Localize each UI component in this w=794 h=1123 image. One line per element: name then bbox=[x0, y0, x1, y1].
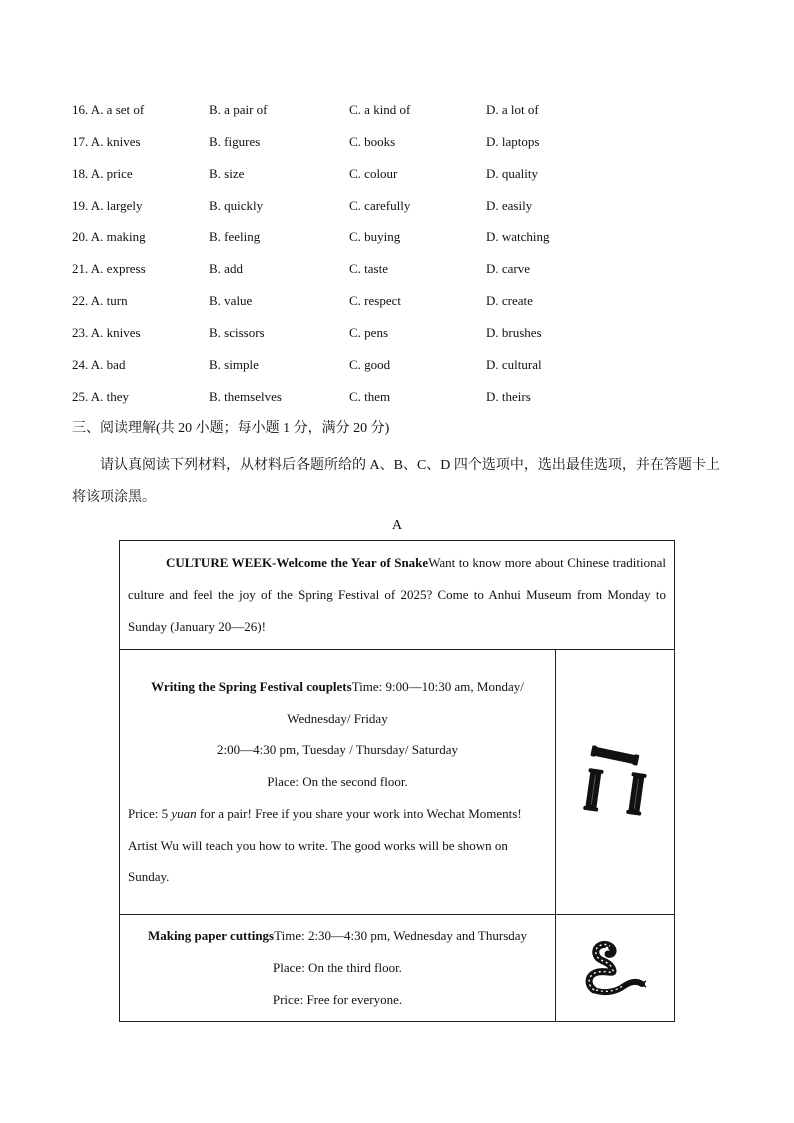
couplets-place: Place: On the second floor. bbox=[267, 774, 408, 790]
option-a: 22. A. turn bbox=[72, 293, 128, 309]
option-b: B. feeling bbox=[209, 229, 261, 245]
option-b: B. scissors bbox=[209, 324, 265, 340]
activity-couplets bbox=[120, 650, 556, 915]
section-title: 三、阅读理解(共 20 小题；每小题 1 分，满分 20 分) bbox=[72, 421, 390, 436]
option-a: 21. A. express bbox=[72, 261, 146, 277]
paper-cutting-place: Place: On the third floor. bbox=[273, 960, 402, 976]
passage-letter: A bbox=[391, 518, 403, 533]
option-b: B. quickly bbox=[209, 197, 264, 213]
option-c: C. them bbox=[349, 388, 391, 404]
couplets-time2: 2:00—4:30 pm, Tuesday / Thursday/ Saturday bbox=[217, 742, 458, 758]
option-d: D. cultural bbox=[486, 356, 542, 372]
couplets-title-line bbox=[128, 671, 547, 735]
option-c: C. books bbox=[349, 133, 396, 149]
couplets-price: Price: 5 yuan for a pair! Free if you share your work into Wechat Moments! bbox=[128, 805, 522, 821]
option-b: B. a pair of bbox=[209, 102, 268, 117]
option-b: B. value bbox=[209, 293, 253, 309]
paper-cutting-title: Making paper cuttings bbox=[147, 928, 275, 944]
option-c: C. respect bbox=[349, 293, 401, 309]
paper-cutting-title-line bbox=[128, 920, 547, 952]
option-d: D. carve bbox=[486, 261, 531, 277]
notice-intro bbox=[120, 541, 675, 650]
option-a: 24. A. bad bbox=[72, 356, 126, 372]
option-a: 17. A. knives bbox=[72, 133, 141, 149]
couplets-time1: Time: 9:00—10:30 am, Monday/ Wednesday/ Friday bbox=[287, 678, 524, 726]
currency-unit: yuan bbox=[171, 805, 197, 821]
option-a: 23. A. knives bbox=[72, 324, 141, 340]
option-c: C. buying bbox=[349, 229, 401, 245]
activity-paper-cutting bbox=[120, 915, 556, 1022]
option-c: C. carefully bbox=[349, 197, 411, 213]
couplets-title: Writing the Spring Festival couplets bbox=[151, 678, 352, 694]
culture-week-notice bbox=[119, 540, 675, 1022]
notice-intro-text: Want to know more about Chinese traditional culture and feel the joy of the Spring Festival of 2025? Come to Anhui Museum from Monday to Sunday (January 20—26)! bbox=[128, 555, 667, 634]
option-d: D. watching bbox=[486, 229, 550, 245]
option-a: 18. A. price bbox=[72, 165, 133, 181]
option-a: 19. A. largely bbox=[72, 197, 143, 213]
option-d: D. theirs bbox=[486, 388, 531, 404]
option-d: D. a lot of bbox=[486, 102, 539, 117]
option-d: D. quality bbox=[486, 165, 538, 181]
couplets-teacher: Artist Wu will teach you how to write. The good works will be shown on Sunday. bbox=[128, 837, 508, 885]
option-a: 25. A. they bbox=[72, 388, 130, 404]
notice-heading: CULTURE WEEK-Welcome the Year of Snake bbox=[166, 555, 429, 570]
option-a: 20. A. making bbox=[72, 229, 146, 245]
couplets-image-cell bbox=[556, 650, 675, 915]
option-d: D. laptops bbox=[486, 133, 540, 149]
option-c: C. pens bbox=[349, 324, 388, 340]
paper-cutting-image-cell bbox=[556, 915, 675, 1022]
option-c: C. good bbox=[349, 356, 391, 372]
option-b: B. themselves bbox=[209, 388, 282, 404]
option-b: B. figures bbox=[209, 133, 261, 149]
option-d: D. brushes bbox=[486, 324, 542, 340]
option-a: 16. A. a set of bbox=[72, 102, 145, 117]
option-c: C. taste bbox=[349, 261, 388, 277]
option-b: B. size bbox=[209, 165, 245, 181]
paper-cutting-price: Price: Free for everyone. bbox=[272, 991, 403, 1007]
option-d: D. easily bbox=[486, 197, 533, 213]
paper-cutting-time: Time: 2:30—4:30 pm, Wednesday and Thursday bbox=[274, 928, 528, 944]
option-b: B. simple bbox=[209, 356, 259, 372]
option-c: C. colour bbox=[349, 165, 398, 181]
snake-paper-cutting-icon bbox=[582, 940, 648, 996]
section-instruction: 请认真阅读下列材料，从材料后各题所给的 A、B、C、D 四个选项中，选出最佳选项，并在答题卡上将该项涂黑。 bbox=[72, 458, 720, 505]
couplets-icon bbox=[580, 745, 650, 819]
option-b: B. add bbox=[209, 261, 243, 277]
option-d: D. create bbox=[486, 293, 533, 309]
option-c: C. a kind of bbox=[349, 102, 411, 117]
